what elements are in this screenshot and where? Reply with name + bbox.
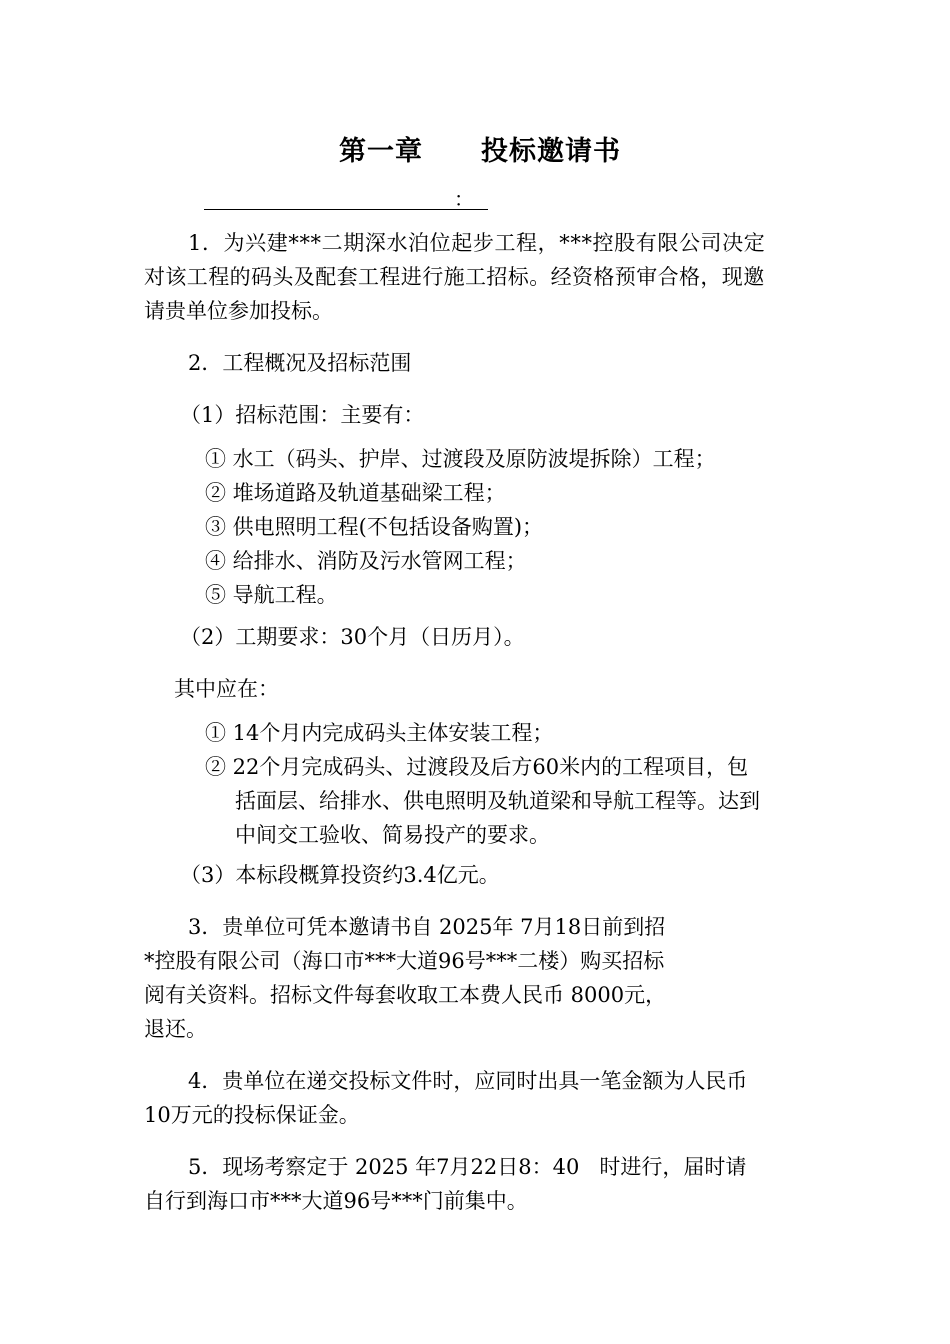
addressee-colon: ： [454,187,474,211]
chapter-number: 第一章 [339,136,423,167]
addressee-blank-line [204,188,488,210]
scope-item: ② 堆场道路及轨道基础梁工程； [205,481,506,505]
scope-list [205,442,825,612]
chapter-name: 投标邀请书 [481,136,621,167]
within-item-2-line-1: ② 22个月完成码头、过渡段及后方60米内的工程项目，包 [205,755,749,779]
paragraph-1 [144,226,824,328]
paragraph-3 [144,910,824,1046]
within-label-text: 其中应在： [174,677,279,701]
scope-label [180,398,830,432]
paragraph-2-heading [144,346,824,380]
paragraph-3-line-4: 退还。 [144,1017,207,1041]
paragraph-5 [144,1150,824,1218]
budget-label-text: （3）本标段概算投资约3.4亿元。 [180,863,500,887]
scope-item: ⑤ 导航工程。 [205,583,338,607]
within-item-1: ① 14个月内完成码头主体安装工程； [205,721,554,745]
paragraph-3-line-3: 阅有关资料。招标文件每套收取工本费人民币 8000元， [144,983,667,1007]
paragraph-1-line-1: 1．为兴建***二期深水泊位起步工程，***控股有限公司决定 [188,231,766,255]
period-label-text: （2）工期要求：30个月（日历月）。 [180,625,525,649]
within-item-2-line-3: 中间交工验收、简易投产的要求。 [235,823,550,847]
scope-item: ③ 供电照明工程(不包括设备购置)； [205,515,544,539]
within-item-2-line-2: 括面层、给排水、供电照明及轨道梁和导航工程等。达到 [235,789,760,813]
scope-heading: 2．工程概况及招标范围 [188,351,412,375]
within-label [174,672,824,706]
scope-item: ① 水工（码头、护岸、过渡段及原防波堤拆除）工程； [205,447,716,471]
scope-item: ④ 给排水、消防及污水管网工程； [205,549,527,573]
paragraph-4-line-2: 10万元的投标保证金。 [144,1103,360,1127]
paragraph-3-line-1: 3．贵单位可凭本邀请书自 2025年 7月18日前到招 [188,915,666,939]
paragraph-1-line-3: 请贵单位参加投标。 [144,299,333,323]
paragraph-5-line-2: 自行到海口市***大道96号***门前集中。 [144,1189,528,1213]
paragraph-5-line-1: 5．现场考察定于 2025 年7月22日8：40 时进行，届时请 [188,1155,747,1179]
paragraph-4 [144,1064,824,1132]
chapter-title [0,132,950,172]
within-list [205,716,825,852]
period-label [180,620,830,654]
paragraph-4-line-1: 4．贵单位在递交投标文件时，应同时出具一笔金额为人民币 [188,1069,748,1093]
scope-label-text: （1）招标范围：主要有： [180,403,425,427]
paragraph-1-line-2: 对该工程的码头及配套工程进行施工招标。经资格预审合格，现邀 [144,265,765,289]
paragraph-3-line-2: *控股有限公司（海口市***大道96号***二楼）购买招标 [144,949,665,973]
budget-label [180,858,830,892]
